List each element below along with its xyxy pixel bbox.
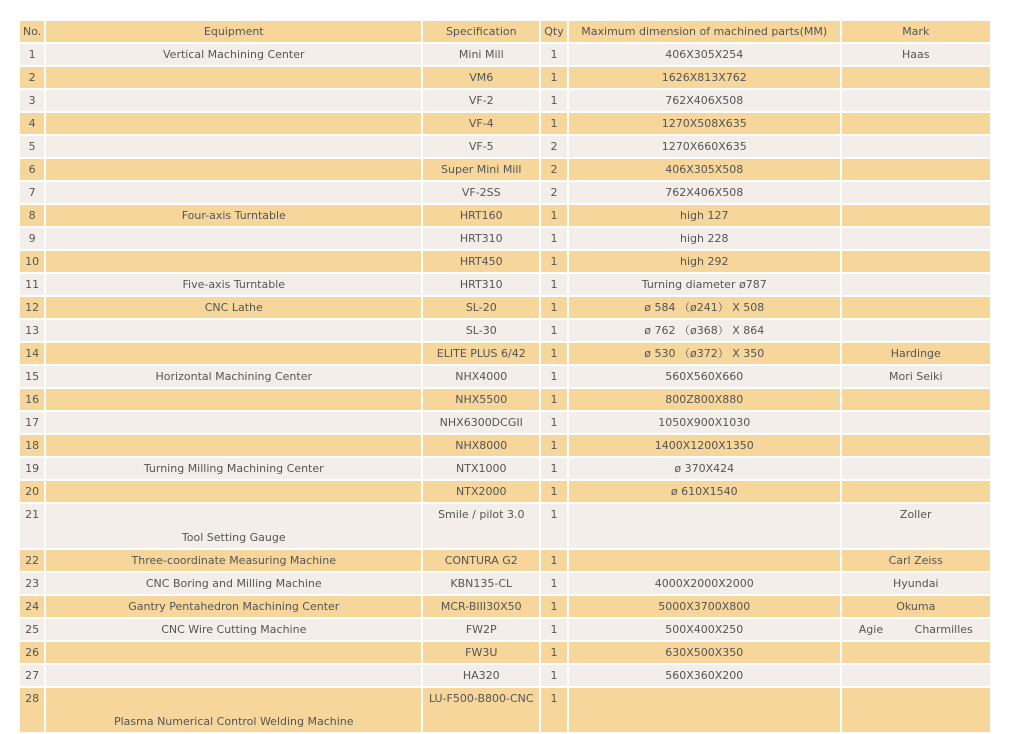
cell-equipment	[46, 665, 421, 686]
cell-equipment	[46, 182, 421, 203]
cell-mark	[842, 481, 990, 502]
cell-equipment	[46, 113, 421, 134]
table-row	[20, 412, 990, 433]
cell-specification: LU-F500-B800-CNC	[423, 688, 539, 732]
cell-equipment	[46, 136, 421, 157]
cell-dimension: 406X305X254	[569, 44, 840, 65]
table-row	[20, 182, 990, 203]
cell-specification: NTX1000	[423, 458, 539, 479]
cell-equipment	[46, 343, 421, 364]
cell-specification: KBN135-CL	[423, 573, 539, 594]
cell-equipment	[46, 435, 421, 456]
cell-equipment: Three-coordinate Measuring Machine	[46, 550, 421, 571]
table-row	[20, 550, 990, 571]
cell-qty: 2	[541, 136, 566, 157]
cell-specification: VF-5	[423, 136, 539, 157]
cell-equipment: Five-axis Turntable	[46, 274, 421, 295]
cell-specification: VM6	[423, 67, 539, 88]
header-qty: Qty	[541, 21, 566, 42]
cell-no: 19	[20, 458, 44, 479]
cell-mark: Zoller	[842, 504, 990, 548]
table-row	[20, 159, 990, 180]
cell-specification: HRT160	[423, 205, 539, 226]
table-row	[20, 90, 990, 111]
cell-no: 9	[20, 228, 44, 249]
cell-qty: 1	[541, 113, 566, 134]
cell-specification: SL-30	[423, 320, 539, 341]
table-row	[20, 343, 990, 364]
table-row	[20, 596, 990, 617]
cell-dimension: 800Z800X880	[569, 389, 840, 410]
cell-specification: NHX6300DCGII	[423, 412, 539, 433]
cell-no: 22	[20, 550, 44, 571]
cell-mark	[842, 251, 990, 272]
cell-dimension: ø 584 （ø241） X 508	[569, 297, 840, 318]
cell-dimension: 1400X1200X1350	[569, 435, 840, 456]
cell-mark	[842, 665, 990, 686]
table-row	[20, 67, 990, 88]
cell-dimension: Turning diameter ø787	[569, 274, 840, 295]
cell-specification: NHX5500	[423, 389, 539, 410]
cell-no: 25	[20, 619, 44, 640]
cell-dimension: 1050X900X1030	[569, 412, 840, 433]
cell-qty: 1	[541, 458, 566, 479]
cell-qty: 1	[541, 642, 566, 663]
cell-mark	[842, 435, 990, 456]
cell-dimension: 630X500X350	[569, 642, 840, 663]
cell-specification: FW2P	[423, 619, 539, 640]
cell-qty: 1	[541, 274, 566, 295]
cell-equipment: Four-axis Turntable	[46, 205, 421, 226]
cell-specification: MCR-BIII30X50	[423, 596, 539, 617]
cell-specification: SL-20	[423, 297, 539, 318]
cell-no: 24	[20, 596, 44, 617]
cell-equipment: Horizontal Machining Center	[46, 366, 421, 387]
cell-qty: 1	[541, 550, 566, 571]
cell-mark: Hardinge	[842, 343, 990, 364]
table-row	[20, 297, 990, 318]
cell-mark	[842, 297, 990, 318]
cell-no: 3	[20, 90, 44, 111]
cell-no: 17	[20, 412, 44, 433]
cell-no: 14	[20, 343, 44, 364]
cell-mark	[842, 458, 990, 479]
cell-dimension	[569, 688, 840, 732]
cell-mark: Mori Seiki	[842, 366, 990, 387]
cell-equipment	[46, 389, 421, 410]
header-dimension: Maximum dimension of machined parts(MM)	[569, 21, 840, 42]
cell-no: 13	[20, 320, 44, 341]
cell-mark	[842, 412, 990, 433]
cell-dimension: 560X360X200	[569, 665, 840, 686]
cell-no: 28	[20, 688, 44, 732]
cell-mark	[842, 182, 990, 203]
cell-equipment: CNC Lathe	[46, 297, 421, 318]
cell-specification: HRT310	[423, 228, 539, 249]
cell-dimension: 1270X660X635	[569, 136, 840, 157]
cell-equipment	[46, 642, 421, 663]
cell-qty: 1	[541, 665, 566, 686]
cell-qty: 1	[541, 320, 566, 341]
cell-qty: 1	[541, 688, 566, 732]
cell-no: 11	[20, 274, 44, 295]
cell-no: 4	[20, 113, 44, 134]
cell-equipment	[46, 251, 421, 272]
cell-qty: 1	[541, 619, 566, 640]
cell-no: 5	[20, 136, 44, 157]
cell-qty: 1	[541, 573, 566, 594]
cell-specification: VF-4	[423, 113, 539, 134]
cell-no: 8	[20, 205, 44, 226]
header-mark: Mark	[842, 21, 990, 42]
cell-no: 2	[20, 67, 44, 88]
cell-specification: NTX2000	[423, 481, 539, 502]
cell-dimension: ø 530 （ø372） X 350	[569, 343, 840, 364]
table-row	[20, 113, 990, 134]
cell-mark: Okuma	[842, 596, 990, 617]
cell-no: 20	[20, 481, 44, 502]
cell-specification: HA320	[423, 665, 539, 686]
cell-specification: ELITE PLUS 6/42	[423, 343, 539, 364]
cell-no: 7	[20, 182, 44, 203]
cell-mark	[842, 113, 990, 134]
cell-specification: FW3U	[423, 642, 539, 663]
cell-no: 10	[20, 251, 44, 272]
table-row	[20, 435, 990, 456]
table-header-row	[20, 21, 990, 42]
cell-qty: 1	[541, 435, 566, 456]
table-row	[20, 665, 990, 686]
cell-qty: 1	[541, 412, 566, 433]
header-specification: Specification	[423, 21, 539, 42]
cell-dimension	[569, 550, 840, 571]
table-row	[20, 688, 990, 732]
cell-equipment: Tool Setting Gauge	[46, 504, 421, 548]
cell-qty: 1	[541, 251, 566, 272]
cell-equipment: CNC Wire Cutting Machine	[46, 619, 421, 640]
cell-qty: 1	[541, 228, 566, 249]
table-row	[20, 389, 990, 410]
cell-mark	[842, 136, 990, 157]
cell-specification: CONTURA G2	[423, 550, 539, 571]
cell-mark	[842, 90, 990, 111]
cell-equipment: Gantry Pentahedron Machining Center	[46, 596, 421, 617]
table-row	[20, 504, 990, 548]
header-no: No.	[20, 21, 44, 42]
cell-specification: NHX8000	[423, 435, 539, 456]
cell-equipment	[46, 320, 421, 341]
cell-qty: 1	[541, 504, 566, 548]
cell-equipment	[46, 228, 421, 249]
cell-dimension: 5000X3700X800	[569, 596, 840, 617]
cell-qty: 1	[541, 481, 566, 502]
cell-specification: VF-2	[423, 90, 539, 111]
cell-no: 16	[20, 389, 44, 410]
cell-mark	[842, 205, 990, 226]
cell-equipment	[46, 412, 421, 433]
cell-no: 6	[20, 159, 44, 180]
table-row	[20, 251, 990, 272]
cell-mark: Hyundai	[842, 573, 990, 594]
cell-mark: Carl Zeiss	[842, 550, 990, 571]
cell-dimension: 500X400X250	[569, 619, 840, 640]
cell-specification: Mini Mill	[423, 44, 539, 65]
mark-agie: Agie	[858, 623, 884, 636]
cell-no: 21	[20, 504, 44, 548]
cell-mark	[842, 67, 990, 88]
cell-mark	[842, 688, 990, 732]
cell-mark: Haas	[842, 44, 990, 65]
cell-qty: 1	[541, 389, 566, 410]
table-row	[20, 481, 990, 502]
cell-specification: HRT450	[423, 251, 539, 272]
table-row	[20, 228, 990, 249]
cell-qty: 1	[541, 90, 566, 111]
cell-no: 1	[20, 44, 44, 65]
table-row	[20, 366, 990, 387]
cell-qty: 1	[541, 205, 566, 226]
table-row	[20, 320, 990, 341]
cell-equipment	[46, 90, 421, 111]
cell-dimension: high 127	[569, 205, 840, 226]
table-row	[20, 642, 990, 663]
table-row	[20, 136, 990, 157]
equipment-table	[18, 19, 992, 734]
mark-charmilles: Charmilles	[914, 623, 973, 636]
cell-dimension: ø 610X1540	[569, 481, 840, 502]
cell-mark	[842, 642, 990, 663]
cell-dimension: 560X560X660	[569, 366, 840, 387]
cell-dimension: ø 762 （ø368） X 864	[569, 320, 840, 341]
cell-dimension: 406X305X508	[569, 159, 840, 180]
table-row	[20, 274, 990, 295]
cell-equipment	[46, 67, 421, 88]
cell-mark	[842, 619, 990, 640]
cell-no: 12	[20, 297, 44, 318]
cell-dimension: 1626X813X762	[569, 67, 840, 88]
cell-qty: 2	[541, 182, 566, 203]
cell-dimension: 4000X2000X2000	[569, 573, 840, 594]
cell-dimension: 1270X508X635	[569, 113, 840, 134]
mark-split	[845, 619, 987, 640]
cell-dimension: high 228	[569, 228, 840, 249]
table-row	[20, 205, 990, 226]
cell-no: 18	[20, 435, 44, 456]
table-row	[20, 573, 990, 594]
cell-no: 23	[20, 573, 44, 594]
cell-no: 27	[20, 665, 44, 686]
cell-mark	[842, 228, 990, 249]
cell-mark	[842, 389, 990, 410]
cell-qty: 1	[541, 67, 566, 88]
cell-qty: 1	[541, 596, 566, 617]
cell-equipment: Turning Milling Machining Center	[46, 458, 421, 479]
header-equipment: Equipment	[46, 21, 421, 42]
cell-equipment: Vertical Machining Center	[46, 44, 421, 65]
cell-equipment: CNC Boring and Milling Machine	[46, 573, 421, 594]
cell-equipment	[46, 481, 421, 502]
cell-no: 26	[20, 642, 44, 663]
cell-no: 15	[20, 366, 44, 387]
cell-dimension: ø 370X424	[569, 458, 840, 479]
cell-mark	[842, 159, 990, 180]
cell-dimension: high 292	[569, 251, 840, 272]
cell-specification: Smile / pilot 3.0	[423, 504, 539, 548]
cell-dimension	[569, 504, 840, 548]
cell-specification: VF-2SS	[423, 182, 539, 203]
cell-qty: 2	[541, 159, 566, 180]
cell-specification: NHX4000	[423, 366, 539, 387]
cell-dimension: 762X406X508	[569, 90, 840, 111]
cell-qty: 1	[541, 297, 566, 318]
cell-specification: HRT310	[423, 274, 539, 295]
cell-specification: Super Mini Mill	[423, 159, 539, 180]
cell-mark	[842, 320, 990, 341]
table-row	[20, 44, 990, 65]
cell-equipment	[46, 159, 421, 180]
cell-qty: 1	[541, 343, 566, 364]
cell-equipment: Plasma Numerical Control Welding Machine	[46, 688, 421, 732]
cell-mark	[842, 274, 990, 295]
table-row	[20, 619, 990, 640]
cell-dimension: 762X406X508	[569, 182, 840, 203]
cell-qty: 1	[541, 366, 566, 387]
cell-qty: 1	[541, 44, 566, 65]
table-row	[20, 458, 990, 479]
